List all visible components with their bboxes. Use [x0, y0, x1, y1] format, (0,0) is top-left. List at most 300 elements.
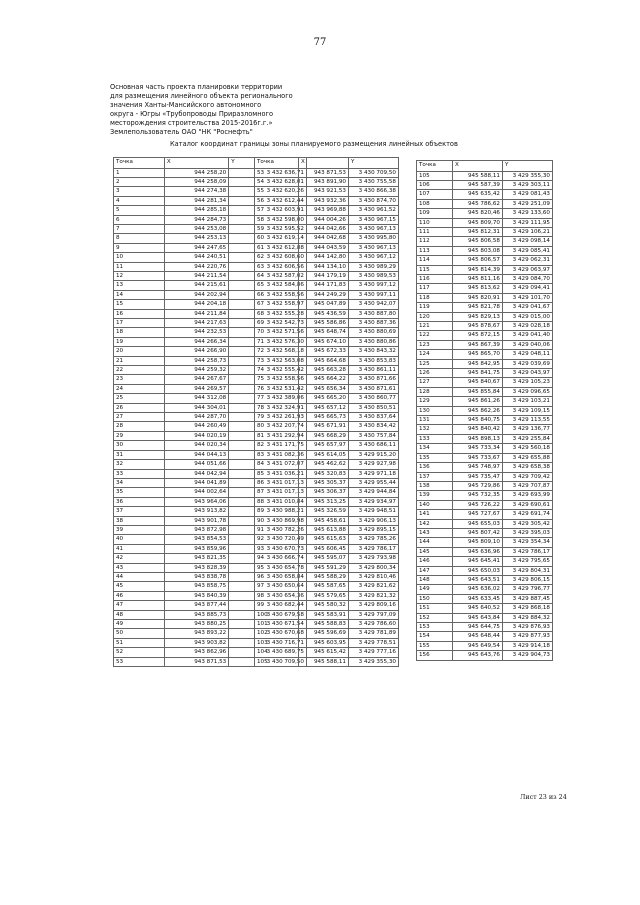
y-cell: 3 430 686,11: [349, 441, 399, 450]
point-cell: 115: [417, 265, 453, 274]
table-row: [417, 256, 553, 265]
y-cell: 3 429 795,65: [503, 557, 553, 566]
point-cell: 150: [417, 594, 453, 603]
y-cell: 3 429 658,38: [503, 463, 553, 472]
y-cell: 3 429 810,46: [349, 572, 399, 581]
point-cell: 87: [255, 488, 299, 497]
point-cell: 76: [255, 384, 299, 393]
y-cell: 3 429 691,74: [503, 510, 553, 519]
y-cell: 3 430 861,11: [349, 366, 399, 375]
y-cell: 3 430 834,42: [349, 422, 399, 431]
x-cell: 945 840,67: [453, 378, 503, 387]
y-cell: 3 429 041,67: [503, 303, 553, 312]
x-cell: 944 217,63: [164, 319, 228, 328]
y-cell: 3 429 101,70: [503, 293, 553, 302]
x-cell: 944 232,53: [164, 328, 228, 337]
table-row: [255, 234, 399, 243]
x-cell: 944 204,18: [164, 300, 228, 309]
table-row: [255, 281, 399, 290]
point-cell: 83: [255, 450, 299, 459]
point-cell: 43: [114, 563, 165, 572]
point-cell: 144: [417, 538, 453, 547]
y-cell: 3 432 207,74: [229, 422, 307, 431]
table-row: [255, 262, 399, 271]
point-cell: 90: [255, 516, 299, 525]
x-cell: 945 047,89: [299, 300, 349, 309]
x-cell: 945 668,29: [299, 431, 349, 440]
point-cell: 132: [417, 425, 453, 434]
table-row: [417, 397, 553, 406]
point-cell: 32: [114, 460, 165, 469]
y-cell: 3 429 944,84: [349, 488, 399, 497]
x-cell: 945 436,59: [299, 309, 349, 318]
table-row: [417, 406, 553, 415]
x-cell: 945 811,16: [453, 274, 503, 283]
y-cell: 3 429 707,87: [503, 481, 553, 490]
x-cell: 945 829,13: [453, 312, 503, 321]
y-cell: 3 429 809,16: [349, 601, 399, 610]
point-cell: 3: [114, 187, 165, 196]
point-cell: 67: [255, 300, 299, 309]
table-row: [417, 444, 553, 453]
y-cell: 3 429 786,60: [349, 620, 399, 629]
y-cell: 3 430 682,44: [229, 601, 307, 610]
x-cell: 945 655,03: [453, 519, 503, 528]
y-cell: 3 429 255,84: [503, 434, 553, 443]
x-cell: 945 806,58: [453, 237, 503, 246]
x-cell: 945 733,34: [453, 444, 503, 453]
table-row: [255, 657, 399, 666]
y-cell: 3 430 709,50: [229, 657, 307, 666]
y-cell: 3 429 395,03: [503, 528, 553, 537]
y-cell: 3 430 709,50: [349, 168, 399, 177]
point-cell: 42: [114, 554, 165, 563]
y-cell: 3 431 017,13: [229, 478, 307, 487]
x-cell: 943 862,96: [164, 648, 228, 657]
point-cell: 9: [114, 243, 165, 252]
point-cell: 77: [255, 394, 299, 403]
y-cell: 3 429 251,09: [503, 199, 553, 208]
point-cell: 53: [114, 657, 165, 666]
point-cell: 21: [114, 356, 165, 365]
y-cell: 3 429 111,95: [503, 218, 553, 227]
point-cell: 19: [114, 337, 165, 346]
x-cell: 945 814,39: [453, 265, 503, 274]
y-cell: 3 430 967,15: [349, 215, 399, 224]
table-row: [255, 243, 399, 252]
x-cell: 944 260,49: [164, 422, 228, 431]
table-row: [417, 303, 553, 312]
x-cell: 945 614,05: [299, 450, 349, 459]
x-cell: 945 580,32: [299, 601, 349, 610]
y-cell: 3 430 866,38: [349, 187, 399, 196]
x-cell: 945 583,91: [299, 610, 349, 619]
y-cell: 3 430 782,26: [229, 525, 307, 534]
table-row: [417, 651, 553, 660]
y-cell: 3 430 880,69: [349, 328, 399, 337]
point-cell: 68: [255, 309, 299, 318]
y-cell: 3 429 081,43: [503, 190, 553, 199]
point-cell: 154: [417, 632, 453, 641]
table-row: [255, 215, 399, 224]
point-cell: 38: [114, 516, 165, 525]
y-cell: 3 430 874,70: [349, 196, 399, 205]
y-cell: 3 429 786,17: [503, 547, 553, 556]
point-cell: 48: [114, 610, 165, 619]
x-cell: 945 821,78: [453, 303, 503, 312]
point-cell: 111: [417, 227, 453, 236]
y-cell: 3 430 654,78: [229, 563, 307, 572]
x-cell: 945 650,03: [453, 566, 503, 575]
point-cell: 80: [255, 422, 299, 431]
y-cell: 3 432 628,01: [229, 177, 307, 186]
y-cell: 3 429 876,93: [503, 623, 553, 632]
y-cell: 3 429 884,32: [503, 613, 553, 622]
x-cell: 945 840,75: [453, 416, 503, 425]
table-row: [417, 227, 553, 236]
table-row: [255, 535, 399, 544]
table-row: [255, 300, 399, 309]
x-cell: 944 002,64: [164, 488, 228, 497]
x-cell: 945 813,62: [453, 284, 503, 293]
point-cell: 123: [417, 340, 453, 349]
point-cell: 26: [114, 403, 165, 412]
x-cell: 945 635,42: [453, 190, 503, 199]
point-cell: 72: [255, 347, 299, 356]
x-cell: 945 803,08: [453, 246, 503, 255]
y-cell: 3 429 821,32: [349, 591, 399, 600]
point-cell: 103: [255, 638, 299, 647]
x-cell: 943 877,44: [164, 601, 228, 610]
point-cell: 130: [417, 406, 453, 415]
table-row: [255, 648, 399, 657]
point-cell: 54: [255, 177, 299, 186]
table-row: [255, 610, 399, 619]
column-header-point: Точка: [114, 158, 165, 169]
y-cell: 3 430 670,73: [229, 544, 307, 553]
point-cell: 86: [255, 478, 299, 487]
x-cell: 944 304,01: [164, 403, 228, 412]
table-row: [255, 431, 399, 440]
point-cell: 6: [114, 215, 165, 224]
table-row: [417, 293, 553, 302]
x-cell: 944 258,73: [164, 356, 228, 365]
point-cell: 109: [417, 209, 453, 218]
y-cell: 3 429 934,97: [349, 497, 399, 506]
point-cell: 75: [255, 375, 299, 384]
y-cell: 3 430 961,52: [349, 206, 399, 215]
y-cell: 3 432 563,08: [229, 356, 307, 365]
point-cell: 96: [255, 572, 299, 581]
y-cell: 3 429 133,60: [503, 209, 553, 218]
table-row: [255, 309, 399, 318]
x-cell: 945 748,97: [453, 463, 503, 472]
x-cell: 944 267,67: [164, 375, 228, 384]
point-cell: 44: [114, 572, 165, 581]
y-cell: 3 429 906,13: [349, 516, 399, 525]
y-cell: 3 430 689,75: [229, 648, 307, 657]
x-cell: 944 285,18: [164, 206, 228, 215]
column-header-y: Y: [229, 158, 307, 169]
x-cell: 945 672,33: [299, 347, 349, 356]
point-cell: 136: [417, 463, 453, 472]
table-row: [417, 641, 553, 650]
point-cell: 114: [417, 256, 453, 265]
y-cell: 3 432 555,28: [229, 309, 307, 318]
x-cell: 945 458,61: [299, 516, 349, 525]
x-cell: 945 606,45: [299, 544, 349, 553]
point-cell: 29: [114, 431, 165, 440]
point-cell: 64: [255, 271, 299, 280]
table-row: [255, 413, 399, 422]
y-cell: 3 430 853,83: [349, 356, 399, 365]
point-cell: 139: [417, 491, 453, 500]
point-cell: 51: [114, 638, 165, 647]
y-cell: 3 429 028,18: [503, 322, 553, 331]
point-cell: 71: [255, 337, 299, 346]
y-cell: 3 432 558,56: [229, 375, 307, 384]
table-row: [417, 472, 553, 481]
x-cell: 944 240,51: [164, 253, 228, 262]
point-cell: 101: [255, 620, 299, 629]
point-cell: 52: [114, 648, 165, 657]
table-row: [417, 623, 553, 632]
table-row: [255, 394, 399, 403]
point-cell: 128: [417, 387, 453, 396]
x-cell: 945 306,37: [299, 488, 349, 497]
y-cell: 3 430 720,49: [229, 535, 307, 544]
point-cell: 121: [417, 322, 453, 331]
point-cell: 129: [417, 397, 453, 406]
x-cell: 945 648,74: [299, 328, 349, 337]
y-cell: 3 429 096,65: [503, 387, 553, 396]
point-cell: 28: [114, 422, 165, 431]
table-row: [255, 572, 399, 581]
x-cell: 945 643,76: [453, 651, 503, 660]
header-line: округа - Югры «Трубопроводы Приразломного: [110, 109, 274, 118]
table-row: [255, 356, 399, 365]
table-row: [255, 441, 399, 450]
x-cell: 945 579,65: [299, 591, 349, 600]
table-row: [255, 187, 399, 196]
table-row: [255, 196, 399, 205]
y-cell: 3 429 103,21: [503, 397, 553, 406]
point-cell: 55: [255, 187, 299, 196]
x-cell: 945 735,47: [453, 472, 503, 481]
x-cell: 944 020,34: [164, 441, 228, 450]
table-row: [417, 463, 553, 472]
y-cell: 3 429 821,62: [349, 582, 399, 591]
table-row: [255, 507, 399, 516]
table-row: [255, 469, 399, 478]
y-cell: 3 430 942,07: [349, 300, 399, 309]
x-cell: 945 732,35: [453, 491, 503, 500]
point-cell: 142: [417, 519, 453, 528]
y-cell: 3 429 793,98: [349, 554, 399, 563]
table-row: [417, 378, 553, 387]
x-cell: 945 636,96: [453, 547, 503, 556]
x-cell: 943 854,53: [164, 535, 228, 544]
y-cell: 3 430 670,68: [229, 629, 307, 638]
y-cell: 3 430 654,36: [229, 591, 307, 600]
table-row: [255, 177, 399, 186]
point-cell: 74: [255, 366, 299, 375]
y-cell: 3 429 971,18: [349, 469, 399, 478]
table-row: [417, 528, 553, 537]
y-cell: 3 429 560,18: [503, 444, 553, 453]
x-cell: 945 326,59: [299, 507, 349, 516]
y-cell: 3 432 542,73: [229, 319, 307, 328]
table-row: [255, 591, 399, 600]
coordinate-table-3: [416, 160, 553, 661]
x-cell: 945 305,37: [299, 478, 349, 487]
y-cell: 3 430 837,64: [349, 413, 399, 422]
x-cell: 943 871,53: [299, 168, 349, 177]
point-cell: 11: [114, 262, 165, 271]
x-cell: 944 202,94: [164, 290, 228, 299]
column-header-x: X: [164, 158, 228, 169]
table-row: [417, 359, 553, 368]
x-cell: 945 644,75: [453, 623, 503, 632]
x-cell: 945 643,51: [453, 575, 503, 584]
x-cell: 945 820,91: [453, 293, 503, 302]
y-cell: 3 430 716,71: [229, 638, 307, 647]
y-cell: 3 430 880,86: [349, 337, 399, 346]
point-cell: 152: [417, 613, 453, 622]
y-cell: 3 430 658,84: [229, 572, 307, 581]
point-cell: 20: [114, 347, 165, 356]
y-cell: 3 429 094,41: [503, 284, 553, 293]
y-cell: 3 432 389,06: [229, 394, 307, 403]
y-cell: 3 432 324,91: [229, 403, 307, 412]
table-row: [255, 328, 399, 337]
y-cell: 3 432 576,30: [229, 337, 307, 346]
point-cell: 127: [417, 378, 453, 387]
point-cell: 61: [255, 243, 299, 252]
point-cell: 98: [255, 591, 299, 600]
point-cell: 153: [417, 623, 453, 632]
x-cell: 943 859,96: [164, 544, 228, 553]
table-row: [255, 450, 399, 459]
x-cell: 945 648,44: [453, 632, 503, 641]
x-cell: 945 862,26: [453, 406, 503, 415]
y-cell: 3 432 584,86: [229, 281, 307, 290]
point-cell: 50: [114, 629, 165, 638]
y-cell: 3 429 887,45: [503, 594, 553, 603]
y-cell: 3 429 063,97: [503, 265, 553, 274]
point-cell: 27: [114, 413, 165, 422]
x-cell: 943 858,75: [164, 582, 228, 591]
x-cell: 944 266,34: [164, 337, 228, 346]
y-cell: 3 429 136,77: [503, 425, 553, 434]
table-row: [255, 271, 399, 280]
table-row: [417, 199, 553, 208]
table-row: [255, 629, 399, 638]
table-row: [255, 582, 399, 591]
table-row: [417, 237, 553, 246]
y-cell: 3 430 869,98: [229, 516, 307, 525]
x-cell: 945 726,22: [453, 500, 503, 509]
y-cell: 3 429 098,14: [503, 237, 553, 246]
x-cell: 944 253,08: [164, 224, 228, 233]
point-cell: 131: [417, 416, 453, 425]
y-cell: 3 429 955,44: [349, 478, 399, 487]
table-row: [255, 601, 399, 610]
y-cell: 3 430 887,80: [349, 309, 399, 318]
x-cell: 944 249,29: [299, 290, 349, 299]
x-cell: 944 211,84: [164, 309, 228, 318]
x-cell: 944 004,26: [299, 215, 349, 224]
x-cell: 943 901,78: [164, 516, 228, 525]
table-row: [255, 224, 399, 233]
table-row: [417, 510, 553, 519]
point-cell: 30: [114, 441, 165, 450]
column-header-point: Точка: [255, 158, 299, 169]
y-cell: 3 432 606,56: [229, 262, 307, 271]
x-cell: 945 588,11: [299, 657, 349, 666]
point-cell: 124: [417, 350, 453, 359]
table-row: [417, 246, 553, 255]
x-cell: 945 812,31: [453, 227, 503, 236]
table-row: [417, 538, 553, 547]
y-cell: 3 430 989,53: [349, 271, 399, 280]
x-cell: 943 828,39: [164, 563, 228, 572]
x-cell: 945 733,67: [453, 453, 503, 462]
y-cell: 3 430 850,51: [349, 403, 399, 412]
table-row: [417, 491, 553, 500]
y-cell: 3 429 109,15: [503, 406, 553, 415]
table-row: [417, 322, 553, 331]
point-cell: 143: [417, 528, 453, 537]
y-cell: 3 429 778,51: [349, 638, 399, 647]
table-row: [417, 604, 553, 613]
y-cell: 3 431 017,13: [229, 488, 307, 497]
y-cell: 3 432 595,52: [229, 224, 307, 233]
table-row: [255, 366, 399, 375]
point-cell: 148: [417, 575, 453, 584]
y-cell: 3 432 261,93: [229, 413, 307, 422]
point-cell: 15: [114, 300, 165, 309]
x-cell: 945 842,95: [453, 359, 503, 368]
point-cell: 145: [417, 547, 453, 556]
table-row: [417, 566, 553, 575]
x-cell: 945 591,29: [299, 563, 349, 572]
table-row: [255, 375, 399, 384]
document-header: [110, 83, 450, 136]
x-cell: 945 855,84: [453, 387, 503, 396]
point-cell: 49: [114, 620, 165, 629]
point-cell: 33: [114, 469, 165, 478]
y-cell: 3 432 558,56: [229, 290, 307, 299]
table-row: [255, 525, 399, 534]
point-cell: 39: [114, 525, 165, 534]
y-cell: 3 430 967,13: [349, 243, 399, 252]
point-cell: 79: [255, 413, 299, 422]
x-cell: 944 043,59: [299, 243, 349, 252]
point-cell: 108: [417, 199, 453, 208]
point-cell: 84: [255, 460, 299, 469]
point-cell: 16: [114, 309, 165, 318]
x-cell: 944 211,54: [164, 271, 228, 280]
y-cell: 3 429 948,51: [349, 507, 399, 516]
point-cell: 126: [417, 369, 453, 378]
y-cell: 3 429 796,77: [503, 585, 553, 594]
y-cell: 3 432 636,71: [229, 168, 307, 177]
x-cell: 945 320,83: [299, 469, 349, 478]
table-row: [417, 312, 553, 321]
y-cell: 3 431 082,36: [229, 450, 307, 459]
y-cell: 3 429 041,40: [503, 331, 553, 340]
